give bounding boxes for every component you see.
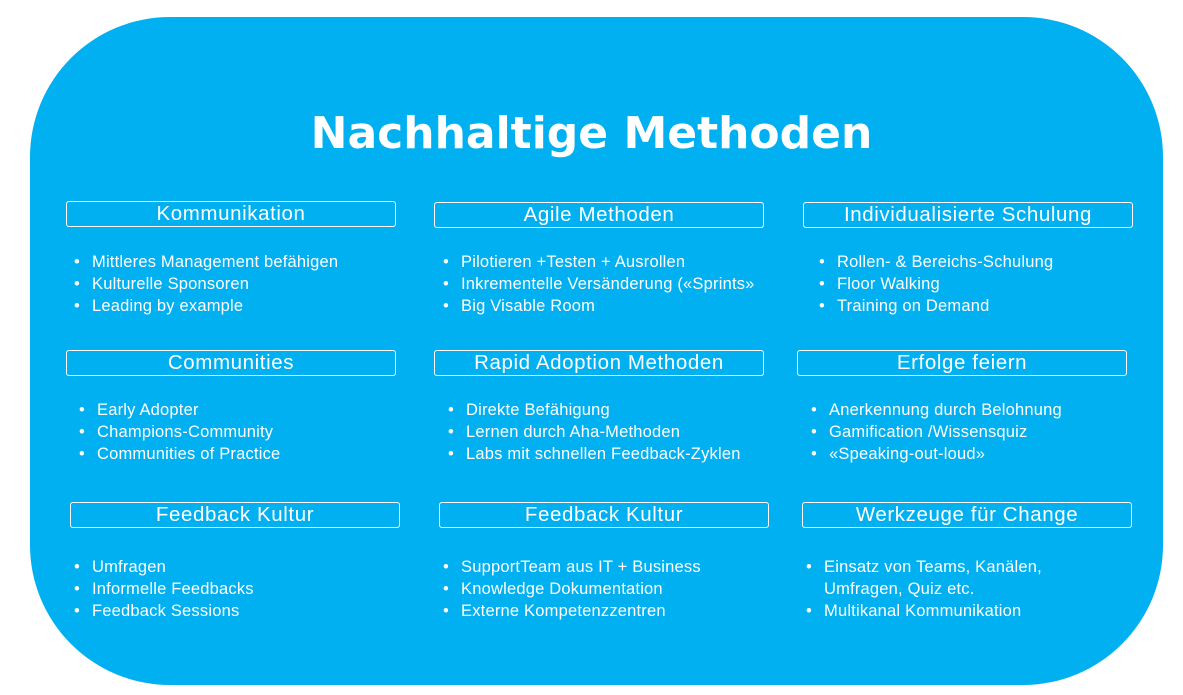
list-item: • Einsatz von Teams, Kanälen, Umfragen, Quiz etc. [806,556,1076,600]
list-agile-methoden [443,251,755,317]
list-item: • Communities of Practice [79,443,280,465]
list-feedback-kultur-1 [74,556,254,622]
list-erfolge-feiern [811,399,1062,465]
heading-werkzeuge-fuer-change: Werkzeuge für Change [802,502,1132,528]
list-item: • Floor Walking [819,273,1053,295]
list-item: • Mittleres Management befähigen [74,251,338,273]
list-item: • SupportTeam aus IT + Business [443,556,701,578]
list-item: • Externe Kompetenzzentren [443,600,701,622]
list-item: • Training on Demand [819,295,1053,317]
list-item: • Early Adopter [79,399,280,421]
list-item: • Feedback Sessions [74,600,254,622]
list-communities [79,399,280,465]
page-title: Nachhaltige Methoden [310,108,873,159]
heading-individualisierte-schulung: Individualisierte Schulung [803,202,1133,228]
list-feedback-kultur-2 [443,556,701,622]
heading-feedback-kultur-1: Feedback Kultur [70,502,400,528]
list-item: • Lernen durch Aha-Methoden [448,421,741,443]
heading-kommunikation: Kommunikation [66,201,396,227]
heading-agile-methoden: Agile Methoden [434,202,764,228]
list-item: • Leading by example [74,295,338,317]
list-rapid-adoption-methoden [448,399,741,465]
list-kommunikation [74,251,338,317]
list-individualisierte-schulung [819,251,1053,317]
heading-erfolge-feiern: Erfolge feiern [797,350,1127,376]
list-werkzeuge-fuer-change [806,556,1076,622]
list-item: • Kulturelle Sponsoren [74,273,338,295]
list-item: • Pilotieren +Testen + Ausrollen [443,251,755,273]
list-item: • Big Visable Room [443,295,755,317]
heading-rapid-adoption-methoden: Rapid Adoption Methoden [434,350,764,376]
list-item: • Inkrementelle Versänderung («Sprints» [443,273,755,295]
list-item: • Gamification /Wissensquiz [811,421,1062,443]
heading-feedback-kultur-2: Feedback Kultur [439,502,769,528]
list-item: • Direkte Befähigung [448,399,741,421]
list-item: • Knowledge Dokumentation [443,578,701,600]
list-item: • Labs mit schnellen Feedback-Zyklen [448,443,741,465]
list-item: • Anerkennung durch Belohnung [811,399,1062,421]
list-item: • Champions-Community [79,421,280,443]
list-item: • Umfragen [74,556,254,578]
heading-communities: Communities [66,350,396,376]
list-item: • «Speaking-out-loud» [811,443,1062,465]
list-item: • Multikanal Kommunikation [806,600,1076,622]
list-item: • Informelle Feedbacks [74,578,254,600]
list-item: • Rollen- & Bereichs-Schulung [819,251,1053,273]
